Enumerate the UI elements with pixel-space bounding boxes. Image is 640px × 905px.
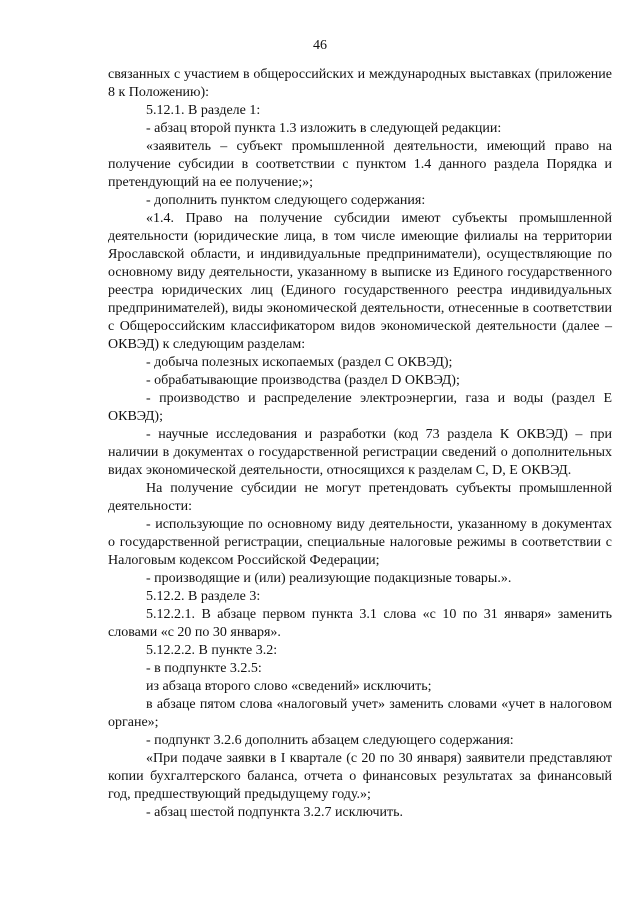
- paragraph-6: «1.4. Право на получение субсидии имеют субъекты промышленной деятельности (юридические лица, в том числе имеющие филиалы на территории Ярославской области, и индивидуальные предприниматели), осуществляющие по основному виду деятельности, указанному в выписке из Единого государственного реестра юридических лиц (Единого государственного реестра индивидуальных предпринимателей), виды экономической деятельности, отнесенные в соответствии с Общероссийским классификатором видов экономической деятельности (далее – ОКВЭД) к следующим разделам:: [108, 211, 612, 352]
- paragraph-14: 5.12.2. В разделе 3:: [146, 589, 261, 604]
- paragraph-12: - использующие по основному виду деятельности, указанному в документах о государственной регистрации, специальные налоговые режимы в соответствии с Налоговым кодексом Российской Федерации;: [108, 517, 612, 568]
- paragraph-16: 5.12.2.2. В пункте 3.2:: [146, 643, 278, 658]
- paragraph-2: 5.12.1. В разделе 1:: [146, 103, 261, 118]
- paragraph-13: - производящие и (или) реализующие подакцизные товары.».: [146, 571, 512, 586]
- page-number: 46: [313, 38, 327, 53]
- paragraph-21: «При подаче заявки в I квартале (с 20 по 30 января) заявители представляют копии бухгалтерского баланса, отчета о финансовых результатах за финансовый год, предшествующий предыдущему году.»;: [108, 751, 612, 802]
- paragraph-20: - подпункт 3.2.6 дополнить абзацем следующего содержания:: [146, 733, 514, 748]
- paragraph-8: - обрабатывающие производства (раздел D ОКВЭД);: [146, 373, 460, 388]
- paragraph-15: 5.12.2.1. В абзаце первом пункта 3.1 слова «с 10 по 31 января» заменить словами «с 20 по 30 января».: [108, 607, 612, 640]
- paragraph-10: - научные исследования и разработки (код 73 раздела К ОКВЭД) – при наличии в документах о государственной регистрации сведений о дополнительных видах экономической деятельности, относящихся к разделам С, D, Е ОКВЭД.: [108, 427, 612, 478]
- paragraph-18: из абзаца второго слово «сведений» исключить;: [146, 679, 432, 694]
- paragraph-5: - дополнить пунктом следующего содержания:: [146, 193, 426, 208]
- paragraph-3: - абзац второй пункта 1.3 изложить в следующей редакции:: [146, 121, 502, 136]
- paragraph-22: - абзац шестой подпункта 3.2.7 исключить.: [146, 805, 403, 820]
- paragraph-11: На получение субсидии не могут претендовать субъекты промышленной деятельности:: [108, 481, 612, 514]
- paragraph-17: - в подпункте 3.2.5:: [146, 661, 262, 676]
- paragraph-1: связанных с участием в общероссийских и международных выставках (приложение 8 к Положению):: [108, 67, 612, 100]
- document-body: [108, 66, 612, 822]
- paragraph-4: «заявитель – субъект промышленной деятельности, имеющий право на получение субсидии в соответствии с пунктом 1.4 данного раздела Порядка и претендующий на ее получение;»;: [108, 139, 612, 190]
- paragraph-9: - производство и распределение электроэнергии, газа и воды (раздел Е ОКВЭД);: [108, 391, 612, 424]
- paragraph-7: - добыча полезных ископаемых (раздел С ОКВЭД);: [146, 355, 453, 370]
- paragraph-19: в абзаце пятом слова «налоговый учет» заменить словами «учет в налоговом органе»;: [108, 697, 612, 730]
